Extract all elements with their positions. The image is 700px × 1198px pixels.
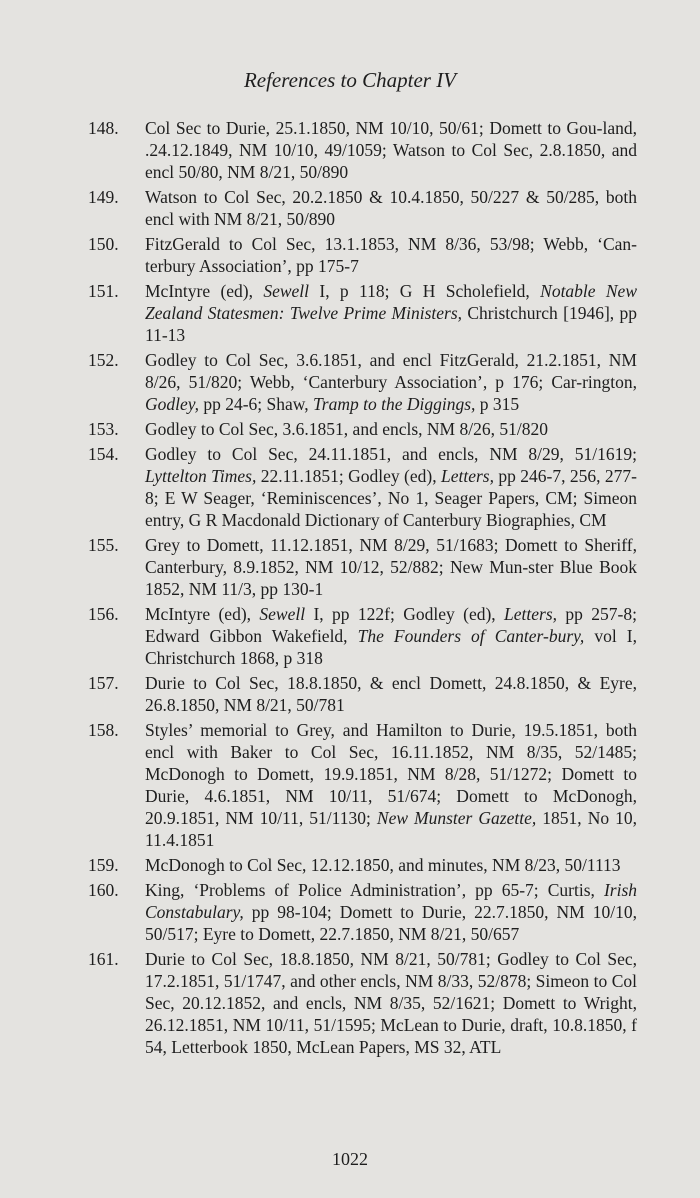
- reference-text: [145, 879, 637, 945]
- reference-text: [145, 719, 637, 851]
- reference-text: [145, 854, 637, 876]
- reference-number: 148.: [88, 118, 119, 138]
- italic-title: Notable New Zealand Statesmen: Twelve Prime Ministers,: [145, 281, 638, 323]
- reference-text: [145, 948, 637, 1058]
- reference-list: [0, 117, 700, 1061]
- reference-entry: [0, 443, 700, 531]
- reference-number: 154.: [88, 444, 119, 464]
- reference-text: [145, 280, 637, 346]
- reference-text: [145, 443, 637, 531]
- citation-text: 1851, No 10, 11.4.1851: [145, 808, 637, 850]
- reference-number: 153.: [88, 419, 119, 439]
- citation-text: FitzGerald to Col Sec, 13.1.1853, NM 8/36, 53/98; Webb, ‘Can-terbury Association’, pp 175-7: [145, 234, 637, 276]
- reference-number: 158.: [88, 720, 119, 740]
- citation-text: McIntyre (ed),: [145, 604, 260, 624]
- citation-text: I, p 118; G H Scholefield,: [309, 281, 541, 301]
- citation-text: I, pp 122f; Godley (ed),: [305, 604, 505, 624]
- citation-text: Godley to Col Sec, 3.6.1851, and encls, NM 8/26, 51/820: [145, 419, 548, 439]
- citation-text: pp 257-8; Edward Gibbon Wakefield,: [145, 604, 637, 646]
- reference-number: 149.: [88, 187, 119, 207]
- reference-entry: [0, 948, 700, 1058]
- reference-text: [145, 117, 637, 183]
- reference-entry: [0, 349, 700, 415]
- italic-title: Letters,: [504, 604, 558, 624]
- reference-entry: [0, 603, 700, 669]
- reference-number: 156.: [88, 604, 119, 624]
- italic-title: Tramp to the Diggings,: [313, 394, 476, 414]
- citation-text: pp 24-6; Shaw,: [198, 394, 314, 414]
- citation-text: Christchurch [1946], pp 11-13: [145, 303, 637, 345]
- citation-text: King, ‘Problems of Police Administration’, pp 65-7; Curtis,: [145, 880, 604, 900]
- citation-text: Styles’ memorial to Grey, and Hamilton to Durie, 19.5.1851, both encl with Baker to Col Sec, 16.11.1852, NM 8/35, 52/1485; McDonogh to Domett, 19.9.1851, NM 8/28, 51/1272; Domett to Durie, 4.6.1851, NM 10/11, 51/674; Domett to McDonogh, 20.9.1851, NM 10/11, 51/1130;: [145, 720, 637, 828]
- citation-text: 22.11.1851; Godley (ed),: [256, 466, 441, 486]
- italic-title: New Munster Gazette,: [376, 808, 537, 828]
- reference-text: [145, 534, 637, 600]
- reference-entry: [0, 719, 700, 851]
- citation-text: Grey to Domett, 11.12.1851, NM 8/29, 51/1683; Domett to Sheriff, Canterbury, 8.9.1852, NM 10/12, 52/882; New Mun-ster Blue Book 1852, NM 11/3, pp 130-1: [145, 535, 637, 599]
- reference-entry: [0, 186, 700, 230]
- italic-title: The Founders of Canter-bury,: [357, 626, 585, 646]
- reference-number: 161.: [88, 949, 119, 969]
- reference-entry: [0, 418, 700, 440]
- reference-entry: [0, 879, 700, 945]
- reference-text: [145, 349, 637, 415]
- reference-entry: [0, 534, 700, 600]
- reference-number: 151.: [88, 281, 119, 301]
- reference-text: [145, 603, 637, 669]
- reference-number: 152.: [88, 350, 119, 370]
- italic-title: Godley,: [145, 394, 199, 414]
- reference-text: [145, 186, 637, 230]
- citation-text: Godley to Col Sec, 3.6.1851, and encl FitzGerald, 21.2.1851, NM 8/26, 51/820; Webb, ‘Canterbury Association’, p 176; Car-rington,: [145, 350, 637, 392]
- reference-entry: [0, 117, 700, 183]
- italic-title: Letters,: [440, 466, 494, 486]
- italic-title: Sewell: [259, 604, 306, 624]
- citation-text: p 315: [475, 394, 520, 414]
- reference-entry: [0, 233, 700, 277]
- citation-text: pp 98-104; Domett to Durie, 22.7.1850, NM 10/10, 50/517; Eyre to Domett, 22.7.1850, NM 8/21, 50/657: [145, 902, 637, 944]
- citation-text: Godley to Col Sec, 24.11.1851, and encls, NM 8/29, 51/1619;: [145, 444, 637, 464]
- italic-title: Irish Constabulary,: [145, 880, 637, 922]
- page-number: 1022: [332, 1149, 368, 1169]
- citation-text: McIntyre (ed),: [145, 281, 264, 301]
- italic-title: Lyttelton Times,: [145, 466, 257, 486]
- reference-number: 159.: [88, 855, 119, 875]
- reference-entry: [0, 280, 700, 346]
- citation-text: vol I, Christchurch 1868, p 318: [145, 626, 637, 668]
- italic-title: Sewell: [263, 281, 310, 301]
- reference-text: [145, 672, 637, 716]
- reference-entry: [0, 854, 700, 876]
- citation-text: McDonogh to Col Sec, 12.12.1850, and minutes, NM 8/23, 50/1113: [145, 855, 621, 875]
- citation-text: Durie to Col Sec, 18.8.1850, & encl Domett, 24.8.1850, & Eyre, 26.8.1850, NM 8/21, 50/781: [145, 673, 637, 715]
- reference-number: 155.: [88, 535, 119, 555]
- citation-text: pp 246-7, 256, 277-8; E W Seager, ‘Reminiscences’, No 1, Seager Papers, CM; Simeon entry, G R Macdonald Dictionary of Canterbury Biographies, CM: [145, 466, 638, 530]
- reference-text: [145, 418, 637, 440]
- citation-text: Col Sec to Durie, 25.1.1850, NM 10/10, 50/61; Domett to Gou-land, .24.12.1849, NM 10/10, 49/1059; Watson to Col Sec, 2.8.1850, and encl 50/80, NM 8/21, 50/890: [145, 118, 637, 182]
- reference-number: 150.: [88, 234, 119, 254]
- running-header: References to Chapter IV: [243, 68, 457, 92]
- reference-number: 160.: [88, 880, 119, 900]
- reference-number: 157.: [88, 673, 119, 693]
- reference-entry: [0, 672, 700, 716]
- reference-text: [145, 233, 637, 277]
- citation-text: Watson to Col Sec, 20.2.1850 & 10.4.1850, 50/227 & 50/285, both encl with NM 8/21, 50/890: [145, 187, 637, 229]
- citation-text: Durie to Col Sec, 18.8.1850, NM 8/21, 50/781; Godley to Col Sec, 17.2.1851, 51/1747, and other encls, NM 8/33, 52/878; Simeon to Col Sec, 20.12.1852, and encls, NM 8/35, 52/1621; Domett to Wright, 26.12.1851, NM 10/11, 51/1595; McLean to Durie, draft, 10.8.1850, f 54, Letterbook 1850, McLean Papers, MS 32, ATL: [145, 949, 637, 1057]
